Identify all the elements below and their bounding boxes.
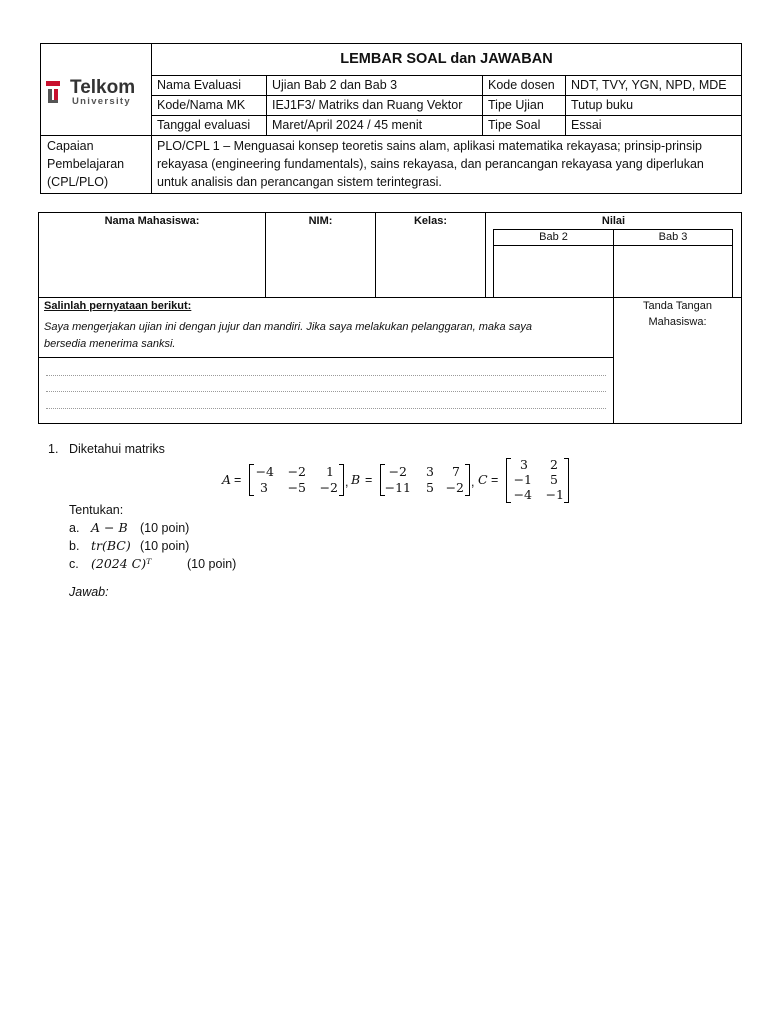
item-b-letter: b. bbox=[69, 539, 80, 553]
equals-sign: = bbox=[365, 473, 373, 487]
logo-brand: Telkom bbox=[70, 77, 136, 98]
label-kode-mk: Kode/Nama MK bbox=[157, 98, 246, 112]
item-b-points: (10 poin) bbox=[140, 539, 190, 553]
nama-mahasiswa-label: Nama Mahasiswa: bbox=[104, 215, 200, 227]
question-number: 1. bbox=[48, 442, 59, 456]
comma: , bbox=[471, 475, 475, 489]
cpl-text-2: rekayasa (engineering fundamentals), sains rekayasa, dan perancangan rekayasa yang diperlukan bbox=[157, 157, 704, 171]
equals-sign: = bbox=[234, 473, 242, 487]
matrix-a-cell: 3 bbox=[260, 480, 268, 495]
item-a-letter: a. bbox=[69, 521, 80, 535]
comma: , bbox=[345, 475, 349, 489]
statement-heading: Salinlah pernyataan berikut: bbox=[44, 300, 192, 312]
matrix-b-cell: −11 bbox=[384, 480, 411, 495]
matrix-b-name: B bbox=[351, 472, 361, 487]
question-intro: Diketahui matriks bbox=[69, 442, 165, 456]
matrix-a-cell: −2 bbox=[287, 464, 306, 479]
cpl-text-3: untuk analisis dan perancangan sistem terintegrasi. bbox=[157, 175, 442, 189]
item-a-points: (10 poin) bbox=[140, 521, 190, 535]
value-tanggal: Maret/April 2024 / 45 menit bbox=[272, 118, 423, 132]
item-a-expr: A − B bbox=[91, 520, 128, 535]
item-c-points: (10 poin) bbox=[187, 557, 237, 571]
item-c-expr: (2024 C)ᵀ bbox=[91, 556, 152, 571]
matrix-a-cell: −4 bbox=[255, 464, 274, 479]
matrix-c-cell: −1 bbox=[513, 472, 532, 487]
label-kode-dosen: Kode dosen bbox=[488, 78, 555, 92]
statement-copy-line[interactable] bbox=[46, 375, 606, 376]
matrix-b-cell: −2 bbox=[445, 480, 464, 495]
label-tipe-soal: Tipe Soal bbox=[488, 118, 541, 132]
matrix-c-cell: 5 bbox=[550, 472, 558, 487]
cpl-label-2: Pembelajaran bbox=[47, 157, 125, 171]
page-title: LEMBAR SOAL dan JAWABAN bbox=[340, 51, 553, 67]
matrix-c-cell: 3 bbox=[520, 457, 528, 472]
label-tipe-ujian: Tipe Ujian bbox=[488, 98, 544, 112]
value-tipe-soal: Essai bbox=[571, 118, 602, 132]
tentukan-label: Tentukan: bbox=[69, 503, 124, 517]
matrix-c-cell: −1 bbox=[545, 487, 564, 502]
statement-line-1: Saya mengerjakan ujian ini dengan jujur dan mandiri. Jika saya melakukan pelanggaran, maka saya bbox=[44, 321, 532, 333]
matrix-c-right-bracket bbox=[564, 458, 569, 503]
matrix-b-cell: −2 bbox=[388, 464, 407, 479]
telkom-logo-icon bbox=[46, 78, 70, 106]
matrix-a-cell: −5 bbox=[287, 480, 306, 495]
statement-line-2: bersedia menerima sanksi. bbox=[44, 338, 176, 350]
nilai-label: Nilai bbox=[601, 215, 626, 227]
value-nama-evaluasi: Ujian Bab 2 dan Bab 3 bbox=[272, 78, 398, 92]
telkom-logo bbox=[46, 78, 146, 110]
matrix-a-name: A bbox=[222, 472, 232, 487]
matrix-b-cell: 5 bbox=[426, 480, 434, 495]
matrix-a-cell: 1 bbox=[326, 464, 334, 479]
cpl-text-1: PLO/CPL 1 – Menguasai konsep teoretis sains alam, aplikasi matematika rekayasa; prinsip-prinsip bbox=[157, 139, 702, 153]
matrix-c-name: C bbox=[478, 472, 488, 487]
equals-sign: = bbox=[491, 473, 499, 487]
matrix-b-right-bracket bbox=[465, 464, 470, 496]
bab3-label: Bab 3 bbox=[658, 231, 688, 243]
signature-label-2: Mahasiswa: bbox=[648, 316, 707, 328]
matrix-a-cell: −2 bbox=[319, 480, 338, 495]
matrix-b-cell: 7 bbox=[452, 464, 460, 479]
jawab-label: Jawab: bbox=[69, 585, 109, 599]
signature-label-1: Tanda Tangan bbox=[643, 300, 712, 312]
statement-copy-line[interactable] bbox=[46, 408, 606, 409]
bab2-label: Bab 2 bbox=[539, 231, 568, 243]
matrix-b-cell: 3 bbox=[426, 464, 434, 479]
value-kode-mk: IEJ1F3/ Matriks dan Ruang Vektor bbox=[272, 98, 463, 112]
value-kode-dosen: NDT, TVY, YGN, NPD, MDE bbox=[571, 78, 727, 92]
matrix-c-cell: 2 bbox=[550, 457, 558, 472]
label-nama-evaluasi: Nama Evaluasi bbox=[157, 78, 242, 92]
value-tipe-ujian: Tutup buku bbox=[571, 98, 634, 112]
cpl-label-1: Capaian bbox=[47, 139, 94, 153]
matrix-a-right-bracket bbox=[339, 464, 344, 496]
logo-sub: University bbox=[72, 96, 131, 107]
nim-label: NIM: bbox=[308, 215, 333, 227]
item-b-expr: tr(BC) bbox=[91, 538, 131, 553]
item-c-letter: c. bbox=[69, 557, 79, 571]
matrix-c-cell: −4 bbox=[513, 487, 532, 502]
kelas-label: Kelas: bbox=[413, 215, 448, 227]
cpl-label-3: (CPL/PLO) bbox=[47, 175, 109, 189]
statement-copy-line[interactable] bbox=[46, 391, 606, 392]
label-tanggal: Tanggal evaluasi bbox=[157, 118, 251, 132]
